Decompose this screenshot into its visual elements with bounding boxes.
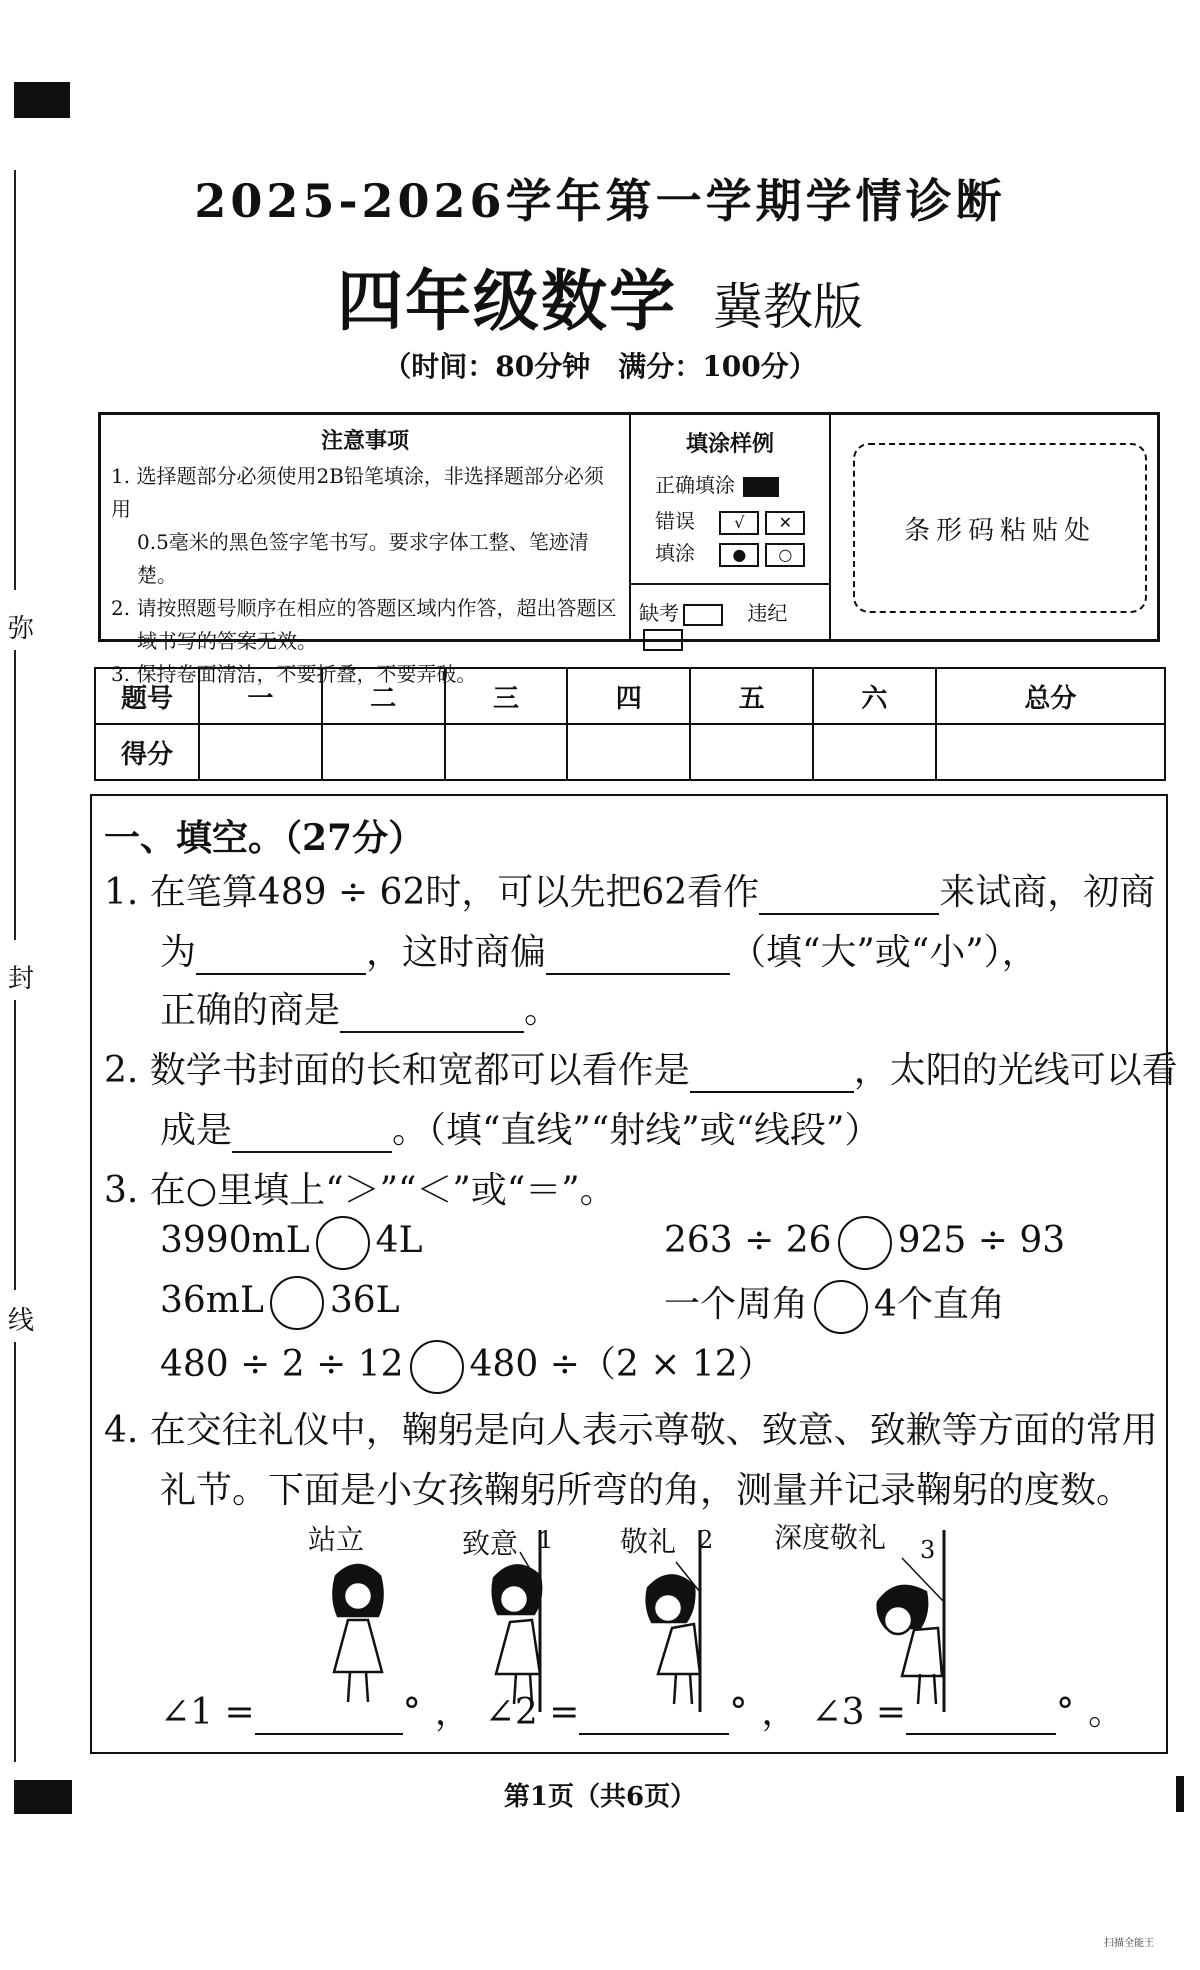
score-header-cell: 题号 <box>95 668 199 724</box>
score-header-cell: 二 <box>322 668 445 724</box>
angle-3-label: ∠3 = <box>811 1692 907 1733</box>
binding-label-2: 封 <box>8 964 35 994</box>
girl-standing-figure <box>333 1565 382 1702</box>
end-mark: 。 <box>1088 1692 1125 1733</box>
subject-row <box>0 248 1200 343</box>
score-header-cell: 六 <box>813 668 936 724</box>
comparison-5-left: 480 ÷ 2 ÷ 12 <box>160 1344 404 1385</box>
angle-answers-row <box>160 1684 1124 1735</box>
check-mark-icon: √ <box>719 511 759 535</box>
wrong-fill-row-2 <box>655 537 805 567</box>
degree-symbol: ° <box>402 1692 421 1733</box>
angle-3-blank[interactable] <box>906 1697 1056 1735</box>
figure-label-salute: 敬礼 <box>620 1525 677 1558</box>
degree-symbol: ° <box>1056 1692 1075 1733</box>
score-header-cell: 总分 <box>936 668 1165 724</box>
section-heading: 一、填空。（27分） <box>104 817 425 859</box>
subject-title: 四年级数学 <box>337 262 677 340</box>
score-cell[interactable] <box>322 724 445 780</box>
score-cell[interactable] <box>936 724 1165 780</box>
binding-line-segment <box>14 650 16 940</box>
angle-1-label: ∠1 = <box>160 1692 255 1733</box>
filled-dot-icon: ● <box>719 543 759 567</box>
q1-text-e: （填“大”或“小”）， <box>730 932 1038 973</box>
binding-label-1: 弥 <box>8 614 35 644</box>
q1-text-g: 。 <box>524 990 561 1031</box>
notice-item-1: 1. 选择题部分必须使用2B铅笔填涂，非选择题部分必须用 <box>111 464 604 521</box>
angle-number-1: 1 <box>538 1526 554 1554</box>
cross-mark-icon: ✕ <box>765 511 805 535</box>
barcode-area: 条形码粘贴处 <box>853 443 1147 613</box>
binding-label-3: 线 <box>8 1306 35 1336</box>
time-info: （时间：80分钟 满分：100分） <box>383 350 817 383</box>
angle-1-blank[interactable] <box>255 1697 403 1735</box>
edition-label: 冀教版 <box>713 278 863 336</box>
angle-2-label: ∠2 = <box>484 1692 580 1733</box>
q1-text-f: 正确的商是 <box>160 990 341 1031</box>
question-4-line-2: 礼节。下面是小女孩鞠躬所弯的角，测量并记录鞠躬的度数。 <box>160 1470 1133 1511</box>
score-cell[interactable] <box>690 724 813 780</box>
fill-sample-heading: 填涂样例 <box>685 431 774 457</box>
score-header-cell: 五 <box>690 668 813 724</box>
notice-heading: 注意事项 <box>320 428 409 454</box>
comparison-5-right: 480 ÷（2 × 12） <box>469 1344 774 1385</box>
score-row-label: 得分 <box>95 724 199 780</box>
comparison-2-right: 925 ÷ 93 <box>897 1220 1066 1261</box>
score-cell[interactable] <box>445 724 568 780</box>
q2-text-d: 。（填“直线”“射线”或“线段”） <box>392 1110 881 1151</box>
notice-item-1-cont: 0.5毫米的黑色签字笔书写。要求字体工整、笔迹清楚。 <box>137 530 589 587</box>
notice-item-2: 2. 请按照题号顺序在相应的答题区域内作答，超出答题区 <box>111 596 617 620</box>
angle-number-3: 3 <box>920 1536 936 1564</box>
separator: ， <box>434 1692 471 1733</box>
wrong-fill-label-1: 错误 <box>655 509 695 533</box>
q1-text-b: 来试商，初商 <box>939 872 1156 913</box>
question-3-heading: 3. 在○里填上“＞”“＜”或“＝”。 <box>104 1170 616 1211</box>
fill-sample-column <box>631 415 831 639</box>
score-header-cell: 四 <box>567 668 690 724</box>
score-cell[interactable] <box>813 724 936 780</box>
comparison-3-left: 36mL <box>160 1280 264 1321</box>
figure-label-deep-bow: 深度敬礼 <box>774 1521 887 1554</box>
correct-fill-label: 正确填涂 <box>655 473 735 497</box>
binding-line-segment <box>14 1000 16 1290</box>
binding-line-segment <box>14 1342 16 1762</box>
figure-label-standing: 站立 <box>308 1523 365 1556</box>
violation-checkbox[interactable] <box>643 629 683 651</box>
score-cell[interactable] <box>567 724 690 780</box>
exam-title: 2025-2026学年第一学期学情诊断 <box>194 174 1006 228</box>
wrong-fill-label-2: 填涂 <box>655 541 695 565</box>
notice-box <box>98 412 1160 686</box>
comparison-3-right: 36L <box>329 1280 400 1321</box>
absent-checkbox[interactable] <box>683 604 723 626</box>
score-cell[interactable] <box>199 724 322 780</box>
q2-text-c: 成是 <box>160 1110 233 1151</box>
degree-symbol: ° <box>729 1692 748 1733</box>
score-header-cell: 一 <box>199 668 322 724</box>
question-4-line-1: 4. 在交往礼仪中，鞠躬是向人表示尊敬、致意、致歉等方面的常用 <box>104 1410 1158 1451</box>
wrong-fill-row-1 <box>655 505 805 535</box>
q2-text-b: ，太阳的光线可以看 <box>853 1050 1178 1091</box>
comparison-1-left: 3990mL <box>160 1220 310 1261</box>
filled-square-icon <box>743 477 779 497</box>
q1-text-a: 1. 在笔算489 ÷ 62时，可以先把62看作 <box>104 872 760 913</box>
absent-label: 缺考 <box>639 601 679 625</box>
notice-column <box>101 415 631 686</box>
absent-violation-row <box>639 597 829 651</box>
comparison-2-left: 263 ÷ 26 <box>664 1220 832 1261</box>
score-table-score-row <box>95 724 1165 780</box>
bowing-figures <box>92 796 1166 1752</box>
correct-fill-row <box>655 469 779 498</box>
sample-divider <box>631 583 829 585</box>
notice-item-3: 3. 保持卷面清洁，不要折叠，不要弄破。 <box>111 662 477 686</box>
violation-label: 违纪 <box>747 601 788 625</box>
q1-text-c: 为 <box>160 932 197 973</box>
registration-marker-top-left <box>14 82 70 118</box>
angle-number-2: 2 <box>698 1526 714 1554</box>
separator: ， <box>761 1692 798 1733</box>
empty-circle-icon: ○ <box>765 543 805 567</box>
score-table <box>94 667 1166 781</box>
angle-2-blank[interactable] <box>579 1697 729 1735</box>
figure-label-greeting: 致意 <box>462 1527 519 1560</box>
score-table-header-row <box>95 668 1165 724</box>
page-footer: 第1页（共6页） <box>503 1782 697 1812</box>
q2-text-a: 2. 数学书封面的长和宽都可以看作是 <box>104 1050 690 1091</box>
comparison-4-left: 一个周角 <box>664 1284 809 1325</box>
notice-item-2-cont: 域书写的答案无效。 <box>137 629 317 653</box>
score-header-cell: 三 <box>445 668 568 724</box>
q1-text-d: ，这时商偏 <box>366 932 547 973</box>
comparison-4-right: 4个直角 <box>874 1284 1005 1325</box>
comparison-1-right: 4L <box>375 1220 423 1261</box>
scanner-watermark: 扫描全能王 <box>1104 1938 1154 1949</box>
section-fill-in <box>90 794 1178 1754</box>
